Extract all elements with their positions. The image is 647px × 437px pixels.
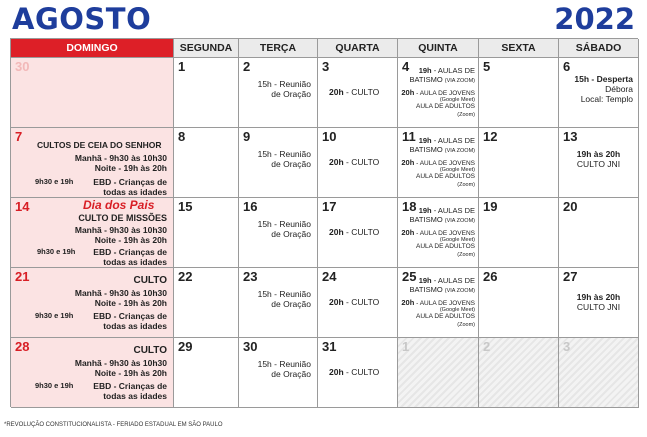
day-number: 3 [563,339,571,354]
day-number: 20 [563,199,578,214]
day-cell [11,128,174,198]
event-text: (Google Meet) [439,237,475,243]
day-number: 6 [563,59,571,74]
day-cell [559,268,639,338]
event-text: 19h - AULAS DE [418,136,475,145]
day-cell [559,58,639,128]
day-cell [398,128,479,198]
weekday-header: QUARTA [318,39,398,58]
event-text: (Zoom) [457,322,475,328]
footnote: *REVOLUÇÃO CONSTITUCIONALISTA - FERIADO ESTADUAL EM SÃO PAULO [4,422,223,428]
day-cell [318,268,398,338]
event-text: BATISMO (VIA ZOOM) [409,215,475,224]
day-cell [479,268,559,338]
day-number: 12 [483,129,498,144]
day-number: 11 [402,129,416,144]
event-text: 9h30 e 19h [37,247,76,256]
day-number: 29 [178,339,193,354]
event-text: EBD - Crianças de [93,177,167,187]
event-text: Débora [605,84,633,94]
day-cell [174,58,239,128]
event-text: Local: Templo [580,94,633,104]
day-number: 8 [178,129,186,144]
event-text: Noite - 19h às 20h [94,163,167,173]
event-text: 15h - Reunião [257,289,311,299]
calendar-grid [10,38,638,407]
event-text: de Oração [271,299,311,309]
event-text: 15h - Reunião [257,219,311,229]
event-text: de Oração [271,89,311,99]
day-number: 25 [402,269,417,284]
day-number: 26 [483,269,498,284]
day-number: 30 [243,339,258,354]
day-cell [559,198,639,268]
day-number: 1 [402,339,410,354]
day-number: 31 [322,339,337,354]
day-number: 28 [15,339,30,354]
event-text: 20h - CULTO [329,367,380,377]
event-text: Manhã - 9h30 às 10h30 [74,358,167,368]
day-number: 9 [243,129,251,144]
day-cell [11,338,174,408]
day-number: 16 [243,199,258,214]
day-cell [11,268,174,338]
event-text: AULA DE ADULTOS [415,173,475,180]
day-cell [239,128,318,198]
weekday-header: TERÇA [239,39,318,58]
day-number: 5 [483,59,491,74]
day-cell [239,338,318,408]
event-text: AULA DE ADULTOS [415,103,475,110]
event-text: 20h - CULTO [329,157,380,167]
day-cell [318,198,398,268]
event-text: (Google Meet) [439,97,475,103]
day-cell [174,338,239,408]
day-number: 30 [15,59,30,74]
event-text: (Zoom) [457,182,475,188]
event-text: 19h - AULAS DE [418,206,475,215]
day-number: 13 [563,129,578,144]
event-title: CULTO DE MISSÕES [78,213,167,223]
event-text: CULTO JNI [576,159,621,169]
day-number: 17 [322,199,337,214]
event-text: 19h - AULAS DE [418,66,475,75]
day-number: 14 [15,199,30,214]
weekday-header: SÁBADO [559,39,639,58]
event-text: de Oração [271,229,311,239]
day-cell [174,198,239,268]
event-text: 20h - CULTO [329,227,380,237]
event-text: 15h - Desperta [574,74,633,84]
day-cell [239,58,318,128]
event-text: 15h - Reunião [257,149,311,159]
event-text: EBD - Crianças de [93,311,167,321]
event-text: EBD - Crianças de [93,247,167,257]
event-text: 19h às 20h [576,292,621,302]
day-number: 10 [322,129,337,144]
day-number: 7 [15,129,23,144]
event-text: AULA DE ADULTOS [415,313,475,320]
day-number: 1 [178,59,186,74]
day-number: 27 [563,269,578,284]
event-text: EBD - Crianças de [93,381,167,391]
event-title: CULTO [133,345,167,356]
event-text: todas as idades [103,391,167,401]
day-cell [479,128,559,198]
event-title: CULTOS DE CEIA DO SENHOR [37,140,162,150]
event-text: todas as idades [103,321,167,331]
day-cell [479,338,559,408]
day-number: 21 [15,269,30,284]
event-text: de Oração [271,159,311,169]
event-text: 20h - AULA DE JOVENS [401,158,475,167]
day-cell [398,268,479,338]
day-number: 2 [483,339,491,354]
event-text: 20h - AULA DE JOVENS [401,298,475,307]
day-cell [174,128,239,198]
event-text: (Google Meet) [439,307,475,313]
event-text: CULTO JNI [576,302,621,312]
event-text: Noite - 19h às 20h [94,298,167,308]
day-cell [11,198,174,268]
event-text: Noite - 19h às 20h [94,368,167,378]
event-text: Manhã - 9h30 às 10h30 [74,153,167,163]
day-number: 4 [402,59,410,74]
event-text: 19h - AULAS DE [418,276,475,285]
weekday-header: DOMINGO [11,39,174,58]
day-cell [398,338,479,408]
weekday-header: QUINTA [398,39,479,58]
event-text: (Zoom) [457,112,475,118]
event-text: BATISMO (VIA ZOOM) [409,75,475,84]
event-text: 9h30 e 19h [35,381,74,390]
day-cell [398,58,479,128]
event-text: AULA DE ADULTOS [415,243,475,250]
event-text: de Oração [271,369,311,379]
event-text: 9h30 e 19h [35,177,74,186]
day-cell [239,268,318,338]
day-cell [479,198,559,268]
event-title: CULTO [133,275,167,286]
day-cell [318,58,398,128]
day-number: 3 [322,59,330,74]
event-text: 9h30 e 19h [35,311,74,320]
day-cell [479,58,559,128]
weekday-header: SEGUNDA [174,39,239,58]
event-text: todas as idades [103,187,167,197]
event-text: 19h às 20h [576,149,621,159]
event-text: Manhã - 9h30 às 10h30 [74,225,167,235]
day-cell [318,128,398,198]
event-text: (Zoom) [457,252,475,258]
event-text: Noite - 19h às 20h [94,235,167,245]
weekday-header: SEXTA [479,39,559,58]
day-cell [174,268,239,338]
event-text: Manhã - 9h30 às 10h30 [74,288,167,298]
day-cell [559,128,639,198]
event-text: BATISMO (VIA ZOOM) [409,145,475,154]
day-cell [318,338,398,408]
day-number: 24 [322,269,337,284]
event-text: 20h - AULA DE JOVENS [401,228,475,237]
holiday-label: Dia dos Pais [83,198,155,212]
event-text: 20h - CULTO [329,297,380,307]
event-text: todas as idades [103,257,167,267]
event-text: 20h - CULTO [329,87,380,97]
event-text: 15h - Reunião [257,359,311,369]
event-text: 20h - AULA DE JOVENS [401,88,475,97]
day-number: 22 [178,269,193,284]
year-title: 2022 [554,2,635,36]
event-text: (Google Meet) [439,167,475,173]
day-cell [398,198,479,268]
day-cell [11,58,174,128]
day-cell [239,198,318,268]
day-cell [559,338,639,408]
day-number: 15 [178,199,193,214]
day-number: 23 [243,269,258,284]
day-number: 2 [243,59,251,74]
day-number: 18 [402,199,417,214]
day-number: 19 [483,199,498,214]
event-text: BATISMO (VIA ZOOM) [409,285,475,294]
month-title: AGOSTO [12,2,152,36]
event-text: 15h - Reunião [257,79,311,89]
